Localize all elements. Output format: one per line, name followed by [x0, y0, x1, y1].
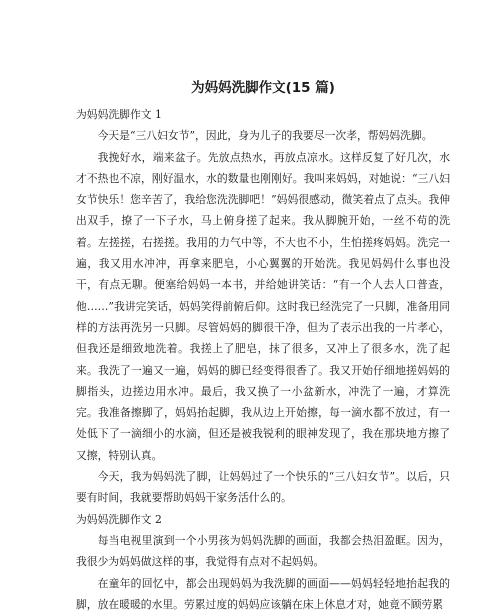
- paragraph: 今天，我为妈妈洗了脚，让妈妈过了一个快乐的“三八妇女节”。以后，只要有时间，我就要帮助妈妈干家务活什么的。: [76, 470, 450, 505]
- section-heading: 为妈妈洗脚作文 2: [76, 512, 162, 526]
- essay-section-1: [76, 104, 450, 509]
- paragraph: 今天是“三八妇女节”，因此，身为儿子的我要尽一次孝，帮妈妈洗脚。: [97, 129, 433, 143]
- paragraph: 每当电视里演到一个小男孩为妈妈洗脚的画面，我都会热泪盈眶。因为，我很少为妈妈做这样的事，我觉得有点对不起妈妈。: [76, 533, 450, 569]
- section-heading: 为妈妈洗脚作文 1: [76, 108, 162, 121]
- paragraph: 在童年的回忆中，都会出现妈妈为我洗脚的画面——妈妈轻轻地抬起我的脚，放在暖暖的水里。劳累过度的妈妈应该躺在床上休息才对，她竟不顾劳累: [76, 576, 450, 611]
- essay-section-2: [76, 509, 450, 615]
- document-title: 为妈妈洗脚作文(15 篇): [191, 80, 335, 96]
- paragraph: 我挽好水，端来盆子。先放点热水，再放点凉水。这样反复了好几次，水才不热也不凉，刚好温水，水的数量也刚刚好。我叫来妈妈，对她说：“三八妇女节快乐！您辛苦了，我给您洗洗脚吧！”妈妈很感动，微笑着点了点头。我伸出双手，撩了一下子水，马上俯身搓了起来。我从脚腕开始，一丝不苟的洗着。左搓搓，右搓搓。我用的力气中等，不大也不小，生怕搓疼妈妈。洗完一遍，我又用水冲冲，再拿来肥皂，小心翼翼的开始洗。我见妈妈什么事也没干，有点无聊。便塞给妈妈一本书，并给她讲笑话：“有一个人去人口普查，他……”我讲完笑话，妈妈笑得前俯后仰。这时我已经洗完了一只脚，准备用同样的方法再洗另一只脚。尽管妈妈的脚很干净，但为了表示出我的一片孝心，但我还是细致地洗着。我搓上了肥皂，抹了很多，又冲上了很多水，洗了起来。我洗了一遍又一遍，妈妈的脚已经变得很香了。我又开始仔细地搓妈妈的脚指头，边搓边用水冲。最后，我又换了一小盆新水，冲洗了一遍，才算洗完。我准备擦脚了，妈妈抬起脚，我从边上开始擦，每一滴水都不放过，有一处低下了一滴细小的水滴，但还是被我锐利的眼神发现了，我在那块地方擦了又擦，特别认真。: [76, 150, 450, 462]
